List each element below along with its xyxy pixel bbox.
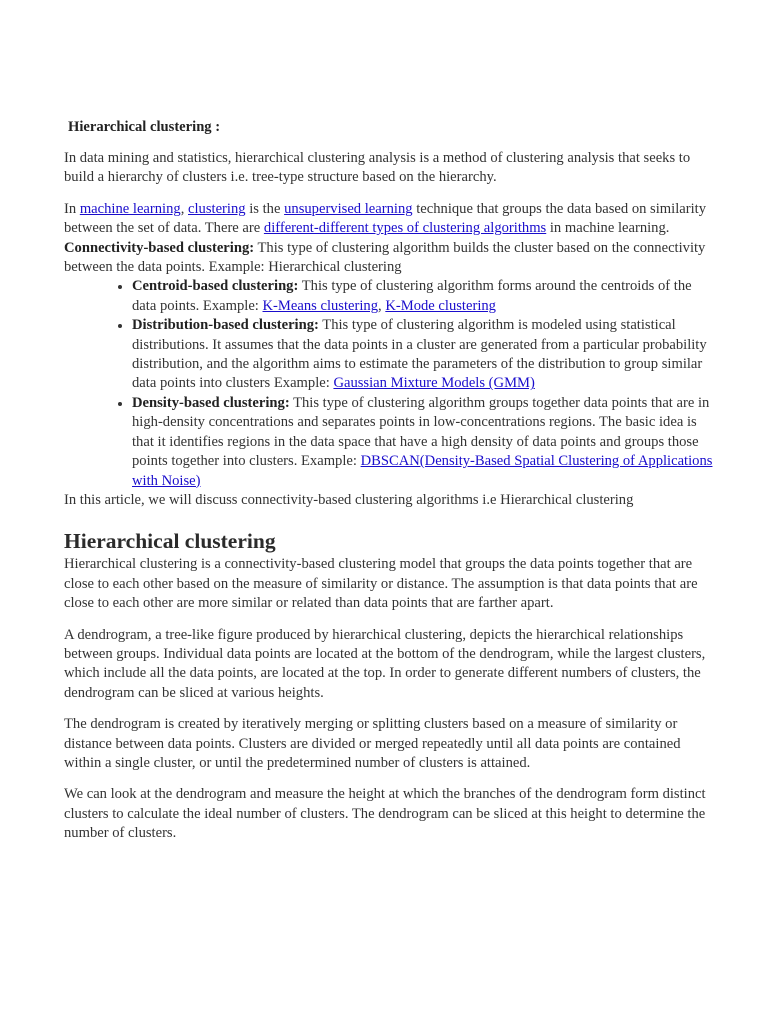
list-item-centroid xyxy=(132,277,716,316)
paragraph-slicing: We can look at the dendrogram and measure the height at which the branches of the dendrogram form distinct clusters to calculate the ideal number of clusters. The dendrogram can be sliced at this height to determine the number of clusters. xyxy=(64,786,706,842)
text-run: technique that groups the data based on similarity between the set of data. There are xyxy=(64,200,706,237)
link-k-mode[interactable]: K-Mode clustering xyxy=(385,297,496,314)
text-run: in machine learning. xyxy=(546,220,670,237)
link-clustering[interactable]: clustering xyxy=(188,200,246,217)
paragraph-merging: The dendrogram is created by iteratively merging or splitting clusters based on a measure of similarity or distance between data points. Clusters are divided or merged repeatedly until all data points are contained within a single cluster, or until the predetermined number of clusters is attained. xyxy=(64,716,681,771)
link-k-means[interactable]: K-Means clustering xyxy=(262,297,379,314)
paragraph-dendrogram: A dendrogram, a tree-like figure produced by hierarchical clustering, depicts the hierarchical relationships between groups. Individual data points are located at the bottom of the dendrogram, while the largest clusters, which include all the data points, are located at the top. In order to generate different numbers of clusters, the dendrogram can be sliced at various heights. xyxy=(64,626,706,701)
link-unsupervised-learning[interactable]: unsupervised learning xyxy=(284,200,413,217)
paragraph-definition: Hierarchical clustering is a connectivity-based clustering model that groups the data points together that are close to each other based on the measure of similarity or distance. The assumption is that data points that are close to each other are more similar or related than data points that are farther apart. xyxy=(64,556,698,612)
clustering-types-list xyxy=(64,277,716,490)
list-item-density xyxy=(132,394,716,491)
text-run: , xyxy=(180,200,189,217)
bullet-label: Centroid-based clustering: xyxy=(132,278,299,295)
list-item-distribution xyxy=(132,316,716,394)
link-clustering-types[interactable]: different-different types of clustering algorithms xyxy=(263,220,547,237)
document-body xyxy=(64,118,716,844)
section-heading: Hierarchical clustering xyxy=(64,529,276,554)
bullet-label: Distribution-based clustering: xyxy=(132,317,319,334)
link-gmm[interactable]: Gaussian Mixture Models (GMM) xyxy=(333,375,535,392)
text-run: This type of clustering algorithm builds the cluster based on the connectivity between the data points. Example: Hierarchical clustering xyxy=(64,239,706,276)
bullet-text: This type of clustering algorithm groups together data points that are in high-density concentrations and separates points in low-concentrations regions. The basic idea is that it identifies regions in the data space that have a high density of data points and groups those points together into clusters. Example: xyxy=(132,394,710,470)
text-run: In xyxy=(64,200,80,217)
text-run: is the xyxy=(245,200,285,217)
bold-connectivity-label: Connectivity-based clustering: xyxy=(64,239,255,256)
types-paragraph xyxy=(64,200,716,278)
link-machine-learning[interactable]: machine learning xyxy=(79,200,181,217)
article-scope-paragraph: In this article, we will discuss connectivity-based clustering algorithms i.e Hierarchical clustering xyxy=(64,491,634,508)
link-dbscan[interactable]: DBSCAN(Density-Based Spatial Clustering of Applications with Noise) xyxy=(132,453,713,489)
intro-paragraph: In data mining and statistics, hierarchical clustering analysis is a method of clustering analysis that seeks to build a hierarchy of clusters i.e. tree-type structure based on the hierarchy. xyxy=(64,150,691,186)
bullet-separator: , xyxy=(378,297,386,314)
bullet-label: Density-based clustering: xyxy=(132,394,290,411)
document-title: Hierarchical clustering : xyxy=(68,119,221,135)
bullet-text: This type of clustering algorithm forms around the centroids of the data points. Example: xyxy=(132,278,692,314)
bullet-text: This type of clustering algorithm is modeled using statistical distributions. It assumes that the data points in a cluster are generated from a particular probability distribution, and the algorithm aims to estimate the parameters of the distribution to group similar data points into clusters Example: xyxy=(132,317,707,392)
